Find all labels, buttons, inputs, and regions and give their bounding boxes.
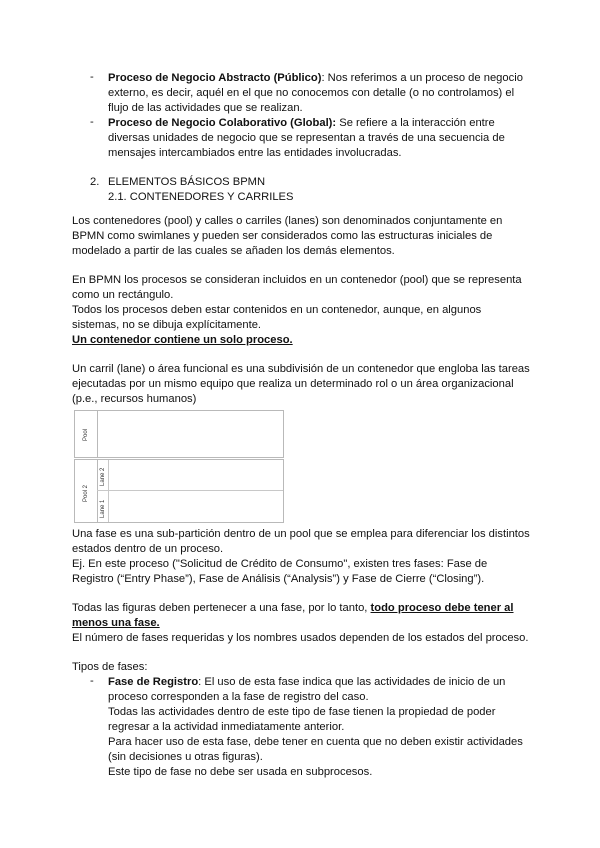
fase-registro-line: Todas las actividades dentro de este tipo de fase tienen la propiedad de poder <box>108 706 496 718</box>
paragraph-line: Un carril (lane) o área funcional es una subdivisión de un contenedor que engloba las tareas <box>72 363 530 375</box>
bullet-dash: - <box>90 675 94 687</box>
section-title: ELEMENTOS BÁSICOS BPMN <box>108 176 266 188</box>
lane-2-label: Lane 2 <box>100 467 106 486</box>
paragraph-line <box>72 601 514 616</box>
fase-registro-line: (sin decisiones u otras figuras). <box>108 751 263 763</box>
bullet-abstracto-line-2: externo, es decir, aquél en el que no conocemos con detalle (o no controlamos) el <box>108 87 515 99</box>
paragraph-line: como un rectángulo. <box>72 289 174 301</box>
paragraph-line: BPMN como swimlanes y pueden ser considerados como las estructuras iniciales de <box>72 230 493 242</box>
fase-registro-line <box>108 675 528 690</box>
pool-2-diagram <box>74 459 284 523</box>
fase-registro-line: regresar a la actividad inmediatamente anterior. <box>108 721 345 733</box>
paragraph-line: sistemas, no se dibuja explícitamente. <box>72 319 262 331</box>
paragraph-line: Registro (“Entry Phase”), Fase de Análisis (“Analysis”) y Fase de Cierre (“Closing”). <box>72 573 485 585</box>
section-number: 2. <box>90 176 100 188</box>
paragraph-line: Una fase es una sub-partición dentro de un pool que se emplea para diferenciar los distintos <box>72 528 530 540</box>
bullet-abstracto-line-3: flujo de las actividades que se realizan. <box>108 102 303 114</box>
bullet-dash: - <box>90 116 94 128</box>
fase-registro-line: Para hacer uso de esta fase, debe tener en cuenta que no deben existir actividades <box>108 736 523 748</box>
bullet-colaborativo-line <box>108 116 528 131</box>
emphasis-single-process: Un contenedor contiene un solo proceso. <box>72 334 293 346</box>
paragraph-line: Todos los procesos deben estar contenidos en un contenedor, aunque, en algunos <box>72 304 482 316</box>
pool-diagram <box>74 410 284 458</box>
fase-registro-text: : El uso de esta fase indica que las actividades de inicio de un <box>198 676 506 688</box>
emphasis-phase-required: todo proceso debe tener al <box>370 602 514 614</box>
term-fase-registro: Fase de Registro <box>108 676 199 688</box>
paragraph-line: Los contenedores (pool) y calles o carriles (lanes) son denominados conjuntamente en <box>72 215 503 227</box>
pool-2-label: Pool 2 <box>83 484 89 502</box>
lane-1-label: Lane 1 <box>100 499 106 518</box>
bullet-abstracto-line <box>108 71 528 86</box>
bullet-colaborativo-text: Se refiere a la interacción entre <box>336 117 495 129</box>
section-subtitle: 2.1. CONTENEDORES Y CARRILES <box>108 191 294 203</box>
bullet-dash: - <box>90 71 94 83</box>
bullet-colaborativo-line-3: mensajes intercambiados entre las entidades involucradas. <box>108 147 402 159</box>
paragraph-line: estados dentro de un proceso. <box>72 543 224 555</box>
emphasis-phase-required-2: menos una fase. <box>72 617 160 629</box>
term-colaborativo: Proceso de Negocio Colaborativo (Global): <box>108 117 337 129</box>
phase-types-heading: Tipos de fases: <box>72 661 148 673</box>
paragraph-line: Ej. En este proceso ("Solicitud de Crédito de Consumo", existen tres fases: Fase de <box>72 558 488 570</box>
fase-registro-line: Este tipo de fase no debe ser usada en subprocesos. <box>108 766 373 778</box>
paragraph-line: modelado a partir de las cuales se añaden los demás elementos. <box>72 245 395 257</box>
lane-divider <box>97 490 283 491</box>
paragraph-text: Todas las figuras deben pertenecer a una fase, por lo tanto, <box>72 602 371 614</box>
paragraph-line: (p.e., recursos humanos) <box>72 393 197 405</box>
pool-label: Pool <box>83 428 89 441</box>
bullet-colaborativo-line-2: diversas unidades de negocio que se representan a través de una secuencia de <box>108 132 505 144</box>
paragraph-line: En BPMN los procesos se consideran incluidos en un contenedor (pool) que se representa <box>72 274 522 286</box>
bullet-abstracto-text: : Nos referimos a un proceso de negocio <box>321 72 523 84</box>
term-abstracto: Proceso de Negocio Abstracto (Público) <box>108 72 322 84</box>
paragraph-line: El número de fases requeridas y los nombres usados dependen de los estados del proceso. <box>72 632 529 644</box>
paragraph-line: ejecutadas por un mismo equipo que realiza un determinado rol o un área organizacional <box>72 378 514 390</box>
fase-registro-line: proceso corresponden a la fase de registro del caso. <box>108 691 369 703</box>
